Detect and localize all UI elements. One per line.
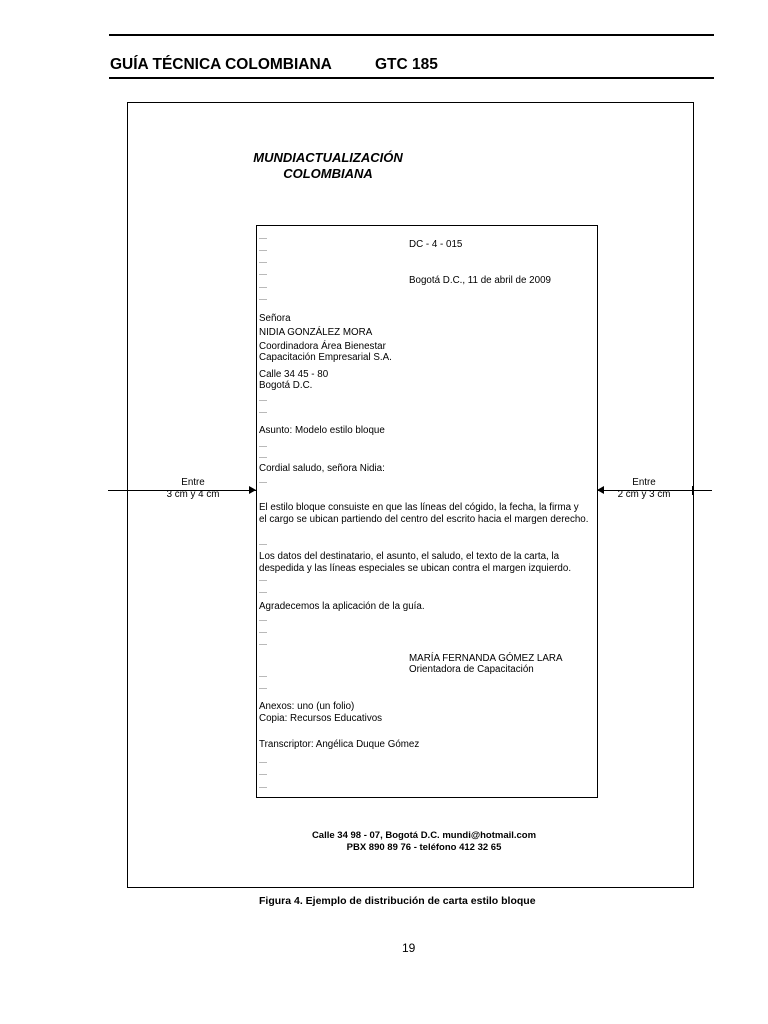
guide-code: GTC 185 <box>375 56 438 73</box>
right-margin-end-icon <box>692 486 693 495</box>
recipient-name: NIDIA GONZÁLEZ MORA <box>259 327 373 338</box>
company-name <box>0 150 768 182</box>
company-name-line1: MUNDIACTUALIZACIÓN <box>253 150 403 165</box>
letter-transcriber: Transcriptor: Angélica Duque Gómez <box>259 739 420 750</box>
right-margin-label <box>606 477 682 501</box>
letter-paragraph-2: Los datos del destinatario, el asunto, el saludo, el texto de la carta, la despedida y las líneas especiales se ubican contra el margen izquierdo. <box>259 551 572 574</box>
right-margin-arrow-icon <box>597 486 604 494</box>
letter-annexes: Anexos: uno (un folio) <box>259 701 355 712</box>
letter-subject: Asunto: Modelo estilo bloque <box>259 425 385 436</box>
letter-footer <box>0 830 768 854</box>
letter-date: Bogotá D.C., 11 de abril de 2009 <box>409 275 551 286</box>
recipient-position: Coordinadora Área Bienestar <box>259 341 386 352</box>
letter-closing: Agradecemos la aplicación de la guía. <box>259 601 425 612</box>
recipient-city: Bogotá D.C. <box>259 380 313 391</box>
recipient-company: Capacitación Empresarial S.A. <box>259 352 392 363</box>
guide-name: GUÍA TÉCNICA COLOMBIANA <box>110 56 332 73</box>
recipient-street: Calle 34 45 - 80 <box>259 369 329 380</box>
header-bottom-rule <box>109 77 714 79</box>
left-margin-arrow-icon <box>249 486 256 494</box>
left-margin-end-icon <box>127 486 128 495</box>
letter-paragraph-1: El estilo bloque consuiste en que las líneas del cógido, la fecha, la firma y el cargo se ubican partiendo del centro del escrito hacia el margen derecho. <box>259 502 589 525</box>
left-margin-label-line1: Entre <box>181 477 205 488</box>
letter-code: DC - 4 - 015 <box>409 239 463 250</box>
figure-caption: Figura 4. Ejemplo de distribución de carta estilo bloque <box>259 895 536 907</box>
recipient-title: Señora <box>259 313 291 324</box>
letter-copy: Copia: Recursos Educativos <box>259 713 383 724</box>
right-margin-label-line1: Entre <box>632 477 656 488</box>
left-margin-label-line2: 3 cm y 4 cm <box>166 489 220 500</box>
page-number: 19 <box>402 941 416 955</box>
company-name-line2: COLOMBIANA <box>283 166 373 181</box>
footer-address: Calle 34 98 - 07, Bogotá D.C. mundi@hotmail.com <box>311 830 537 841</box>
signer-name: MARÍA FERNANDA GÓMEZ LARA <box>409 653 563 664</box>
letter-greeting: Cordial saludo, señora Nidia: <box>259 463 385 474</box>
signer-title: Orientadora de Capacitación <box>409 664 534 675</box>
footer-phone: PBX 890 89 76 - teléfono 412 32 65 <box>346 842 502 853</box>
right-margin-label-line2: 2 cm y 3 cm <box>617 489 671 500</box>
left-margin-label <box>158 477 228 501</box>
header-top-rule <box>109 34 714 36</box>
